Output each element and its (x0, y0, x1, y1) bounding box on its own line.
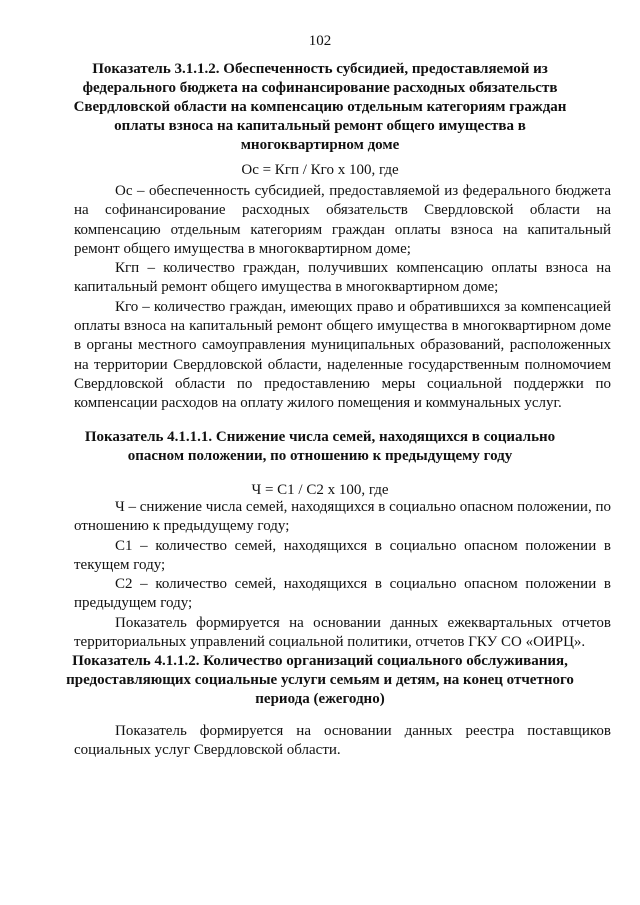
section-heading-3-1-1-2: Показатель 3.1.1.2. Обеспеченность субсидией, предоставляемой из федерального бюджета на софинансирование расходных обязательств Свердловской области на компенсацию отдельным категориям граждан оплаты взноса на капитальный ремонт общего имущества в многоквартирном доме (73, 61, 567, 153)
definition-c2: С2 – количество семей, находящихся в социально опасном положении в предыдущем году; (74, 576, 611, 612)
section-body-4-1-1-1 (74, 498, 611, 652)
formula-os: Ос = Кгп / Кго х 100, где (241, 162, 399, 178)
definition-c1: С1 – количество семей, находящихся в социально опасном положении в текущем году; (74, 537, 611, 573)
source-note: Показатель формируется на основании данных ежеквартальных отчетов территориальных управлений социальной политики, отчетов ГКУ СО «ОИРЦ». (74, 614, 611, 651)
definition-kgo: Кго – количество граждан, имеющих право и обратившихся за компенсацией оплаты взноса на капитальный ремонт общего имущества в многоквартирном доме в органы местного самоуправления муниципальных образований, расположенных на территории Свердловской области, наделенные государственным полномочием Свердловской области по предоставлению меры социальной поддержки по компенсации расходов на оплату жилого помещения и коммунальных услуг. (74, 298, 611, 412)
definition-kgp: Кгп – количество граждан, получивших компенсацию оплаты взноса на капитальный ремонт общего имущества в многоквартирном доме; (74, 260, 611, 296)
page-number: 102 (308, 33, 332, 49)
source-note-registry: Показатель формируется на основании данных реестра поставщиков социальных услуг Свердловской области. (74, 723, 611, 759)
definition-ch: Ч – снижение числа семей, находящихся в социально опасном положении, по отношению к предыдущему году; (74, 499, 611, 535)
section-heading-4-1-1-2: Показатель 4.1.1.2. Количество организаций социального обслуживания, предоставляющих социальные услуги семьям и детям, на конец отчетного периода (ежегодно) (66, 653, 574, 707)
formula-ch: Ч = С1 / С2 х 100, где (251, 482, 389, 498)
section-heading-4-1-1-1: Показатель 4.1.1.1. Снижение числа семей, находящихся в социально опасном положении, по отношению к предыдущему году (84, 429, 556, 464)
section-body-4-1-1-2 (74, 722, 611, 761)
section-body-3-1-1-2 (74, 182, 611, 414)
definition-os: Ос – обеспеченность субсидией, предоставляемой из федерального бюджета на софинансирование расходных обязательств Свердловской области на компенсацию отдельным категориям граждан оплаты взноса на капитальный ремонт общего имущества в многоквартирном доме; (74, 183, 611, 257)
